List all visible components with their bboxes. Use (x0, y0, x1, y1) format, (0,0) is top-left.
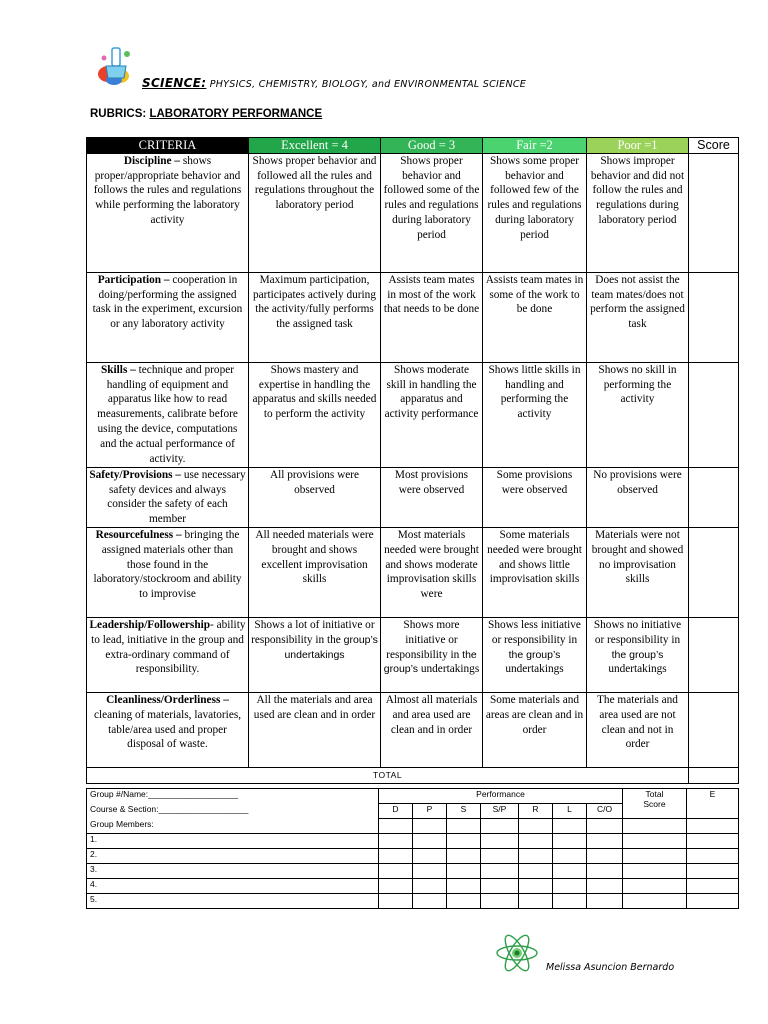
rubric-row-participation (87, 272, 739, 362)
member-row (87, 849, 739, 864)
score-input[interactable] (587, 834, 623, 849)
score-input[interactable] (481, 849, 519, 864)
score-cell[interactable] (689, 617, 739, 692)
member-row (87, 879, 739, 894)
rubric-row-cleanliness (87, 692, 739, 767)
score-input[interactable] (447, 864, 481, 879)
good-cell: Most materials needed were brought and shows moderate improvisation skills were (381, 527, 483, 617)
criteria-name: Participation – (97, 273, 170, 286)
fair-header: Fair =2 (483, 138, 587, 154)
criteria-desc: bringing the assigned materials other than those found in the laboratory/stockroom and ability to improvise (93, 528, 242, 601)
score-input[interactable] (413, 819, 447, 834)
score-cell[interactable] (689, 272, 739, 362)
score-input[interactable] (447, 894, 481, 909)
excellent-cell: All the materials and area used are clean and in order (249, 692, 381, 767)
rubric-row-leadership (87, 617, 739, 692)
perf-col-sp: S/P (481, 804, 519, 819)
score-input[interactable] (413, 864, 447, 879)
score-input[interactable] (481, 879, 519, 894)
score-input[interactable] (687, 879, 739, 894)
member-5[interactable]: 5. (87, 894, 379, 909)
score-input[interactable] (587, 894, 623, 909)
header-subjects (142, 76, 526, 90)
fair-tail: the group’s (508, 648, 561, 661)
score-input[interactable] (553, 819, 587, 834)
score-input[interactable] (553, 894, 587, 909)
score-input[interactable] (519, 849, 553, 864)
score-input[interactable] (623, 864, 687, 879)
score-input[interactable] (623, 834, 687, 849)
score-input[interactable] (553, 834, 587, 849)
score-input[interactable] (587, 849, 623, 864)
group-members-row (87, 819, 739, 834)
good-text: Shows more initiative or responsibility in (386, 618, 460, 661)
excellent-cell: All needed materials were brought and shows excellent improvisation skills (249, 527, 381, 617)
criteria-desc: use necessary safety devices and always consider the safety of each member (107, 468, 246, 526)
poor-cell: Shows improper behavior and did not follow the rules and regulations during laboratory period (587, 153, 689, 272)
criteria-name: Cleanliness/Orderliness – (106, 693, 229, 706)
fair-cell (483, 617, 587, 692)
group-name-field[interactable]: Group #/Name:___________________ (87, 789, 379, 804)
member-row (87, 894, 739, 909)
criteria-cell (87, 527, 249, 617)
score-input[interactable] (687, 849, 739, 864)
score-input[interactable] (623, 849, 687, 864)
score-input[interactable] (379, 879, 413, 894)
perf-col-l: L (553, 804, 587, 819)
group-members-label: Group Members: (87, 819, 379, 834)
criteria-name: Skills – (100, 363, 136, 376)
score-input[interactable] (379, 894, 413, 909)
score-input[interactable] (519, 819, 553, 834)
good-cell: Most provisions were observed (381, 467, 483, 527)
science-flask-logo (94, 44, 140, 86)
group-info-table (86, 788, 739, 909)
good-cell: Shows proper behavior and followed some of the rules and regulations during laboratory period (381, 153, 483, 272)
score-input[interactable] (519, 879, 553, 894)
score-header: Score (689, 138, 739, 154)
total-score-cell[interactable] (689, 767, 739, 783)
excellent-cell: All provisions were observed (249, 467, 381, 527)
perf-col-d: D (379, 804, 413, 819)
good-cell: Almost all materials and area used are clean and in order (381, 692, 483, 767)
performance-label: Performance (379, 789, 623, 804)
score-input[interactable] (687, 834, 739, 849)
perf-col-p: P (413, 804, 447, 819)
score-input[interactable] (413, 879, 447, 894)
score-input[interactable] (481, 834, 519, 849)
member-row (87, 834, 739, 849)
score-input[interactable] (587, 879, 623, 894)
score-input[interactable] (687, 819, 739, 834)
total-score-line1: Total (645, 789, 664, 799)
score-input[interactable] (553, 879, 587, 894)
fair-cell: Some provisions were observed (483, 467, 587, 527)
group-header-row-1 (87, 789, 739, 804)
good-cell: Shows moderate skill in handling the apparatus and activity performance (381, 362, 483, 467)
score-input[interactable] (447, 849, 481, 864)
score-input[interactable] (587, 864, 623, 879)
criteria-desc: - ability to lead, initiative in the group and extra-ordinary command of responsibility. (91, 618, 246, 676)
good-cell (381, 617, 483, 692)
member-row (87, 864, 739, 879)
excellent-cell: Shows proper behavior and followed all the rules and regulations throughout the laboratory period (249, 153, 381, 272)
fair-text: Shows less initiative or responsibility in (488, 618, 581, 646)
poor-cell: Materials were not brought and showed no improvisation skills (587, 527, 689, 617)
score-input[interactable] (623, 819, 687, 834)
member-1[interactable]: 1. (87, 834, 379, 849)
poor-cell (587, 617, 689, 692)
score-input[interactable] (553, 849, 587, 864)
rubric-row-resourcefulness (87, 527, 739, 617)
criteria-cell (87, 362, 249, 467)
score-input[interactable] (587, 819, 623, 834)
good-tail: the group’s (383, 648, 477, 676)
score-input[interactable] (519, 834, 553, 849)
member-4[interactable]: 4. (87, 879, 379, 894)
poor-cell: The materials and area used are not clean and not in order (587, 692, 689, 767)
subjects-text: PHYSICS, CHEMISTRY, BIOLOGY, and ENVIRONMENTAL SCIENCE (209, 79, 527, 90)
excellent-tail: group’s undertakings (284, 633, 378, 661)
criteria-cell (87, 617, 249, 692)
atom-logo (494, 932, 540, 974)
fair-cell: Shows little skills in handling and performing the activity (483, 362, 587, 467)
poor-end: undertakings (608, 663, 667, 676)
e-header: E (687, 789, 739, 819)
good-cell: Assists team mates in most of the work that needs to be done (381, 272, 483, 362)
total-score-header (623, 789, 687, 819)
poor-text: Shows no initiative or responsibility in (593, 618, 682, 646)
rubric-table (86, 137, 739, 784)
fair-cell: Some materials needed were brought and shows little improvisation skills (483, 527, 587, 617)
rubric-row-safety (87, 467, 739, 527)
score-input[interactable] (519, 894, 553, 909)
total-score-line2: Score (643, 799, 666, 809)
score-input[interactable] (687, 864, 739, 879)
science-label: SCIENCE: (142, 76, 207, 90)
criteria-cell (87, 272, 249, 362)
score-input[interactable] (413, 849, 447, 864)
score-input[interactable] (379, 864, 413, 879)
poor-tail: the group’s (611, 648, 664, 661)
perf-col-co: C/O (587, 804, 623, 819)
poor-header: Poor =1 (587, 138, 689, 154)
fair-cell: Assists team mates in some of the work to be done (483, 272, 587, 362)
course-section-field[interactable]: Course & Section:___________________ (87, 804, 379, 819)
fair-cell: Some materials and areas are clean and in order (483, 692, 587, 767)
poor-cell: Does not assist the team mates/does not perform the assigned task (587, 272, 689, 362)
score-input[interactable] (413, 834, 447, 849)
rubric-title (90, 108, 322, 120)
score-input[interactable] (447, 819, 481, 834)
criteria-cell (87, 692, 249, 767)
good-end: undertakings (420, 663, 480, 676)
member-2[interactable]: 2. (87, 849, 379, 864)
criteria-name: Discipline – (123, 154, 181, 167)
criteria-header: CRITERIA (87, 138, 249, 154)
rubric-row-discipline (87, 153, 739, 272)
excellent-cell (249, 617, 381, 692)
excellent-cell: Maximum participation, participates actively during the activity/fully performs the assigned task (249, 272, 381, 362)
criteria-cell (87, 467, 249, 527)
criteria-name: Leadership/Followership (89, 618, 211, 631)
score-input[interactable] (413, 894, 447, 909)
criteria-desc: cleaning of materials, lavatories, table/area used and proper disposal of waste. (93, 708, 242, 751)
total-row (87, 767, 739, 783)
score-input[interactable] (379, 834, 413, 849)
score-cell[interactable] (689, 527, 739, 617)
score-cell[interactable] (689, 692, 739, 767)
poor-cell: No provisions were observed (587, 467, 689, 527)
score-input[interactable] (519, 864, 553, 879)
score-cell[interactable] (689, 362, 739, 467)
total-label: TOTAL (87, 767, 689, 783)
criteria-cell (87, 153, 249, 272)
perf-col-s: S (447, 804, 481, 819)
good-header: Good = 3 (381, 138, 483, 154)
score-input[interactable] (379, 849, 413, 864)
score-input[interactable] (481, 819, 519, 834)
score-input[interactable] (379, 819, 413, 834)
criteria-name: Resourcefulness – (95, 528, 182, 541)
score-input[interactable] (447, 879, 481, 894)
fair-cell: Shows some proper behavior and followed few of the rules and regulations during laboratory period (483, 153, 587, 272)
score-input[interactable] (553, 864, 587, 879)
rubric-title-prefix: RUBRICS: (90, 108, 147, 120)
score-input[interactable] (623, 894, 687, 909)
score-cell[interactable] (689, 467, 739, 527)
criteria-name: Safety/Provisions – (89, 468, 182, 481)
score-input[interactable] (481, 864, 519, 879)
rubric-row-skills (87, 362, 739, 467)
fair-end: undertakings (505, 663, 564, 676)
excellent-text: Shows a lot of initiative or responsibility in the (251, 618, 375, 646)
perf-col-r: R (519, 804, 553, 819)
criteria-desc: shows proper/appropriate behavior and follows the rules and regulations while performing the laboratory activity (93, 154, 242, 226)
excellent-header: Excellent = 4 (249, 138, 381, 154)
member-3[interactable]: 3. (87, 864, 379, 879)
excellent-cell: Shows mastery and expertise in handling the apparatus and skills needed to perform the activity (249, 362, 381, 467)
poor-cell: Shows no skill in performing the activity (587, 362, 689, 467)
criteria-desc: technique and proper handling of equipment and apparatus like how to read measurements, calibrate before using the device, computations and the actual performance of activity. (97, 363, 238, 465)
score-input[interactable] (481, 894, 519, 909)
criteria-desc: cooperation in doing/performing the assigned task in the experiment, excursion or any laboratory activity (92, 273, 243, 331)
score-cell[interactable] (689, 153, 739, 272)
score-input[interactable] (447, 834, 481, 849)
score-input[interactable] (687, 894, 739, 909)
author-signature: Melissa Asuncion Bernardo (546, 962, 675, 973)
score-input[interactable] (623, 879, 687, 894)
rubric-title-text: LABORATORY PERFORMANCE (149, 108, 323, 120)
rubric-header-row (87, 138, 739, 154)
